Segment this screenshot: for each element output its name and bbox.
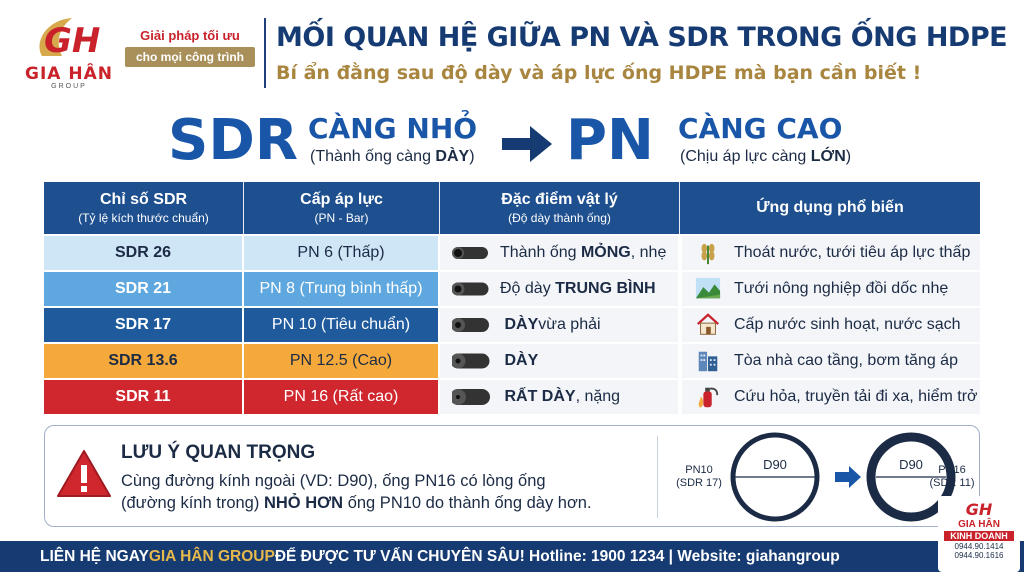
logo-letters: GH [44, 21, 101, 61]
wheat-icon [694, 240, 722, 266]
warning-icon [55, 448, 113, 500]
cell-pn: PN 12.5 (Cao) [244, 344, 440, 378]
note-title: LƯU Ý QUAN TRỌNG [121, 442, 316, 463]
pipe-b-d: D90 [899, 457, 923, 472]
pipe-b-label: PN16 (SDR 11) [929, 464, 975, 489]
cell-application: Cấp nước sinh hoạt, nước sạch [680, 308, 980, 342]
cell-application: Tòa nhà cao tầng, bơm tăng áp [680, 344, 980, 378]
badge-phone-1: 0944.90.1414 [954, 542, 1004, 551]
cell-physical: Thành ống MỎNG , nhẹ [440, 236, 680, 270]
hero-pn: PN [566, 108, 654, 173]
slogan-line-1: Giải pháp tối ưu [140, 28, 240, 43]
badge-name: GIA HÂN [958, 519, 1000, 530]
fire-extinguisher-icon [694, 384, 722, 410]
note-body: Cùng đường kính ngoài (VD: D90), ống PN16 có lòng ống (đường kính trong) NHỎ HƠN ống PN10 do thành ống dày hơn. [121, 472, 592, 512]
table-header [44, 182, 980, 234]
badge-phone-2: 0944.90.1616 [954, 551, 1004, 560]
table-body [44, 236, 980, 414]
sales-badge[interactable] [938, 496, 1020, 572]
cell-physical: DÀY vừa phải [440, 308, 680, 342]
pipe-a-d: D90 [763, 457, 787, 472]
header-physical: Đặc điểm vật lý (Độ dày thành ống) [440, 182, 680, 234]
right-arrow-icon [500, 124, 554, 164]
footer-contact[interactable]: LIÊN HỆ NGAY GIA HÂN GROUP ĐỂ ĐƯỢC TƯ VẤN CHUYÊN SÂU! Hotline: 1900 1234 | Website: giahangroup [0, 541, 1024, 572]
pipe-icon [452, 276, 492, 302]
pipe-icon [452, 348, 492, 374]
important-note [44, 425, 980, 527]
pipe-comparison-diagram [665, 428, 975, 526]
header-sdr: Chỉ số SDR (Tỷ lệ kích thước chuẩn) [44, 182, 244, 234]
gh-logo-icon [32, 12, 108, 64]
badge-dept: KINH DOANH [944, 531, 1014, 541]
pn-sdr-table [44, 182, 980, 414]
pipe-icon [452, 312, 492, 338]
cell-pn: PN 8 (Trung bình thấp) [244, 272, 440, 306]
hero-banner [0, 102, 1024, 182]
cell-sdr: SDR 21 [44, 272, 244, 306]
brand-name: GIA HÂN [25, 64, 113, 84]
header-pn: Cấp áp lực (PN - Bar) [244, 182, 440, 234]
hero-sdr: SDR [168, 108, 298, 173]
brand-group: GROUP [51, 83, 87, 90]
pipe-icon [452, 384, 492, 410]
cell-sdr: SDR 13.6 [44, 344, 244, 378]
table-row [44, 308, 980, 342]
hero-right-sub: (Chịu áp lực càng LỚN) [680, 148, 852, 165]
brand-logo[interactable] [14, 12, 124, 90]
table-row [44, 380, 980, 414]
slogan-line-2: cho mọi công trình [125, 47, 255, 67]
cell-physical: DÀY [440, 344, 680, 378]
note-divider [657, 436, 658, 518]
cell-pn: PN 6 (Thấp) [244, 236, 440, 270]
badge-logo: GH [965, 500, 993, 519]
cell-pn: PN 16 (Rất cao) [244, 380, 440, 414]
pipe-icon [452, 240, 492, 266]
cell-application: Thoát nước, tưới tiêu áp lực thấp [680, 236, 980, 270]
cell-pn: PN 10 (Tiêu chuẩn) [244, 308, 440, 342]
building-icon [694, 348, 722, 374]
table-row [44, 344, 980, 378]
pipe-a-label: PN10 (SDR 17) [676, 464, 722, 489]
header-divider [264, 18, 266, 88]
hero-left-sub: (Thành ống càng DÀY) [310, 148, 475, 165]
hero-left-heading: CÀNG NHỎ [308, 112, 478, 145]
house-icon [694, 312, 722, 338]
header-application: Ứng dụng phổ biến [756, 199, 904, 216]
hero-right-heading: CÀNG CAO [678, 112, 843, 145]
table-row [44, 272, 980, 306]
arrow-icon [835, 466, 861, 488]
table-row [44, 236, 980, 270]
header [0, 0, 1024, 102]
page-title: MỐI QUAN HỆ GIỮA PN VÀ SDR TRONG ỐNG HDPE [276, 22, 1008, 53]
cell-physical: RẤT DÀY , nặng [440, 380, 680, 414]
cell-physical: Độ dày TRUNG BÌNH [440, 272, 680, 306]
hills-icon [694, 276, 722, 302]
slogan [125, 28, 255, 67]
cell-sdr: SDR 17 [44, 308, 244, 342]
cell-application: Tưới nông nghiệp đồi dốc nhẹ [680, 272, 980, 306]
cell-application: Cứu hỏa, truyền tải đi xa, hiểm trở [680, 380, 980, 414]
cell-sdr: SDR 11 [44, 380, 244, 414]
cell-sdr: SDR 26 [44, 236, 244, 270]
page-subtitle: Bí ẩn đằng sau độ dày và áp lực ống HDPE mà bạn cần biết ! [276, 62, 922, 84]
